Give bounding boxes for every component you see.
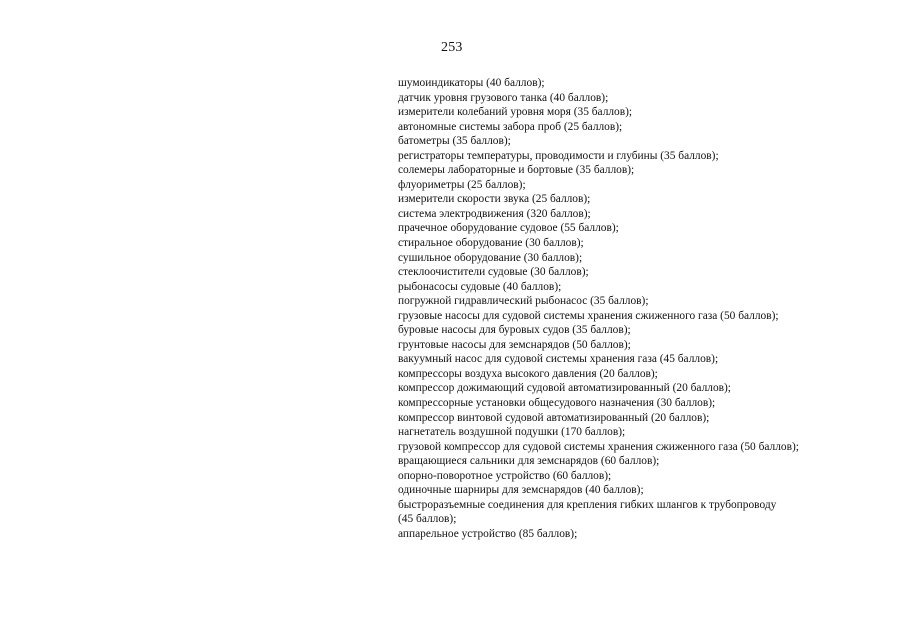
list-item: вакуумный насос для судовой системы хранения газа (45 баллов);: [398, 353, 719, 366]
list-item: компрессорные установки общесудового назначения (30 баллов);: [398, 397, 716, 410]
list-item: измерители колебаний уровня моря (35 баллов);: [398, 106, 633, 119]
list-item: стиральное оборудование (30 баллов);: [398, 237, 584, 250]
list-item: погружной гидравлический рыбонасос (35 баллов);: [398, 295, 649, 308]
list-item: нагнетатель воздушной подушки (170 баллов);: [398, 426, 626, 439]
list-item: (45 баллов);: [398, 513, 457, 526]
list-item: грузовой компрессор для судовой системы хранения сжиженного газа (50 баллов);: [398, 440, 799, 453]
list-item: буровые насосы для буровых судов (35 баллов);: [398, 324, 631, 337]
list-item: регистраторы температуры, проводимости и глубины (35 баллов);: [398, 149, 719, 162]
list-item: аппарельное устройство (85 баллов);: [398, 527, 578, 540]
equipment-list: [398, 76, 888, 542]
list-item: одиночные шарниры для земснарядов (40 баллов);: [398, 484, 644, 497]
list-item: сушильное оборудование (30 баллов);: [398, 251, 583, 264]
list-item: система электродвижения (320 баллов);: [398, 207, 591, 220]
list-item: датчик уровня грузового танка (40 баллов);: [398, 91, 609, 104]
list-item: солемеры лабораторные и бортовые (35 баллов);: [398, 164, 635, 177]
list-item: автономные системы забора проб (25 баллов);: [398, 120, 623, 133]
list-item: измерители скорости звука (25 баллов);: [398, 193, 591, 206]
list-item: шумоиндикаторы (40 баллов);: [398, 77, 545, 89]
list-item: опорно-поворотное устройство (60 баллов);: [398, 469, 612, 482]
list-item: быстроразъемные соединения для крепления гибких шлангов к трубопроводу: [398, 498, 777, 511]
list-item: вращающиеся сальники для земснарядов (60 баллов);: [398, 455, 660, 468]
list-item: компрессор дожимающий судовой автоматизированный (20 баллов);: [398, 382, 731, 395]
page-number: 253: [441, 40, 463, 55]
list-item: компрессоры воздуха высокого давления (20 баллов);: [398, 367, 658, 380]
list-item: рыбонасосы судовые (40 баллов);: [398, 280, 562, 293]
list-item: батометры (35 баллов);: [398, 135, 511, 148]
list-item: флуориметры (25 баллов);: [398, 178, 526, 191]
list-item: грузовые насосы для судовой системы хранения сжиженного газа (50 баллов);: [398, 309, 779, 322]
list-item: стеклоочистители судовые (30 баллов);: [398, 266, 589, 279]
list-item: компрессор винтовой судовой автоматизированный (20 баллов);: [398, 411, 710, 424]
list-item: прачечное оборудование судовое (55 баллов);: [398, 222, 619, 235]
list-item: грунтовые насосы для земснарядов (50 баллов);: [398, 338, 631, 351]
